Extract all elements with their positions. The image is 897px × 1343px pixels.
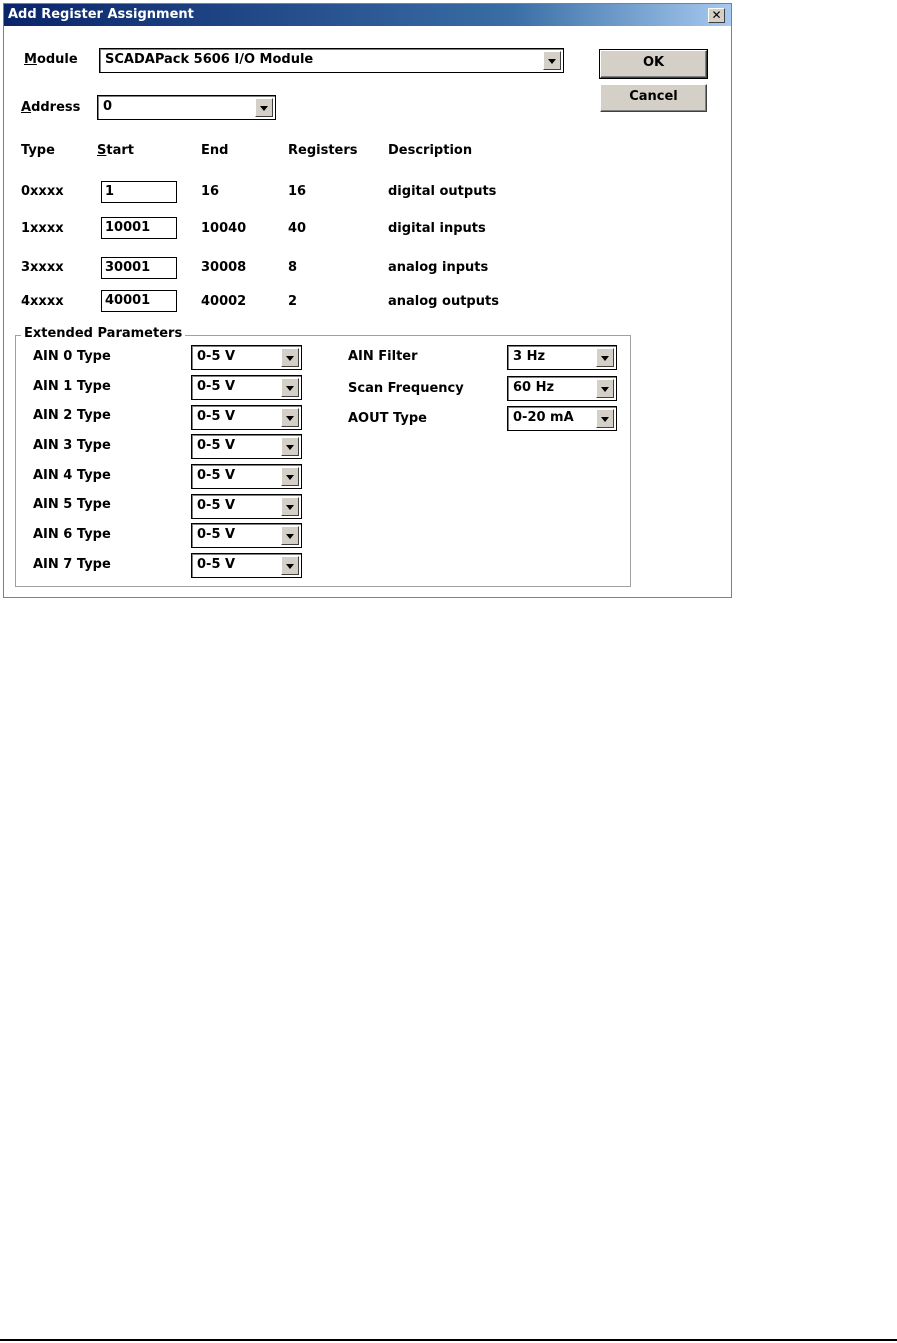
row-end: 16 — [201, 184, 220, 199]
address-label-rest: ddress — [31, 100, 81, 115]
row-registers: 8 — [288, 260, 298, 275]
ain-type-label: AIN 1 Type — [33, 379, 111, 394]
chevron-down-icon[interactable] — [281, 556, 299, 575]
start-input[interactable]: 30001 — [101, 257, 177, 279]
address-label: Address — [21, 100, 81, 115]
chevron-down-icon[interactable] — [543, 51, 561, 70]
ain-filter-select[interactable] — [507, 345, 617, 370]
header-registers: Registers — [288, 143, 358, 158]
ain-filter-label: AIN Filter — [348, 349, 418, 364]
ain-type-label: AIN 5 Type — [33, 497, 111, 512]
address-select-value: 0 — [103, 99, 113, 114]
header-type: Type — [21, 143, 55, 158]
ain-type-value: 0-5 V — [197, 349, 236, 364]
ain-type-label: AIN 3 Type — [33, 438, 111, 453]
row-registers: 40 — [288, 221, 307, 236]
page-bottom-rule — [0, 1339, 897, 1341]
address-select[interactable] — [97, 95, 276, 120]
ain-type-label: AIN 4 Type — [33, 468, 111, 483]
ain-filter-value: 3 Hz — [513, 349, 546, 364]
ain-type-label: AIN 6 Type — [33, 527, 111, 542]
ain-type-value: 0-5 V — [197, 468, 236, 483]
ain-type-select[interactable] — [191, 464, 302, 489]
chevron-down-icon[interactable] — [281, 348, 299, 367]
row-description: digital outputs — [388, 184, 497, 199]
ain-type-select[interactable] — [191, 405, 302, 430]
ain-type-select[interactable] — [191, 553, 302, 578]
ain-type-value: 0-5 V — [197, 379, 236, 394]
close-icon[interactable]: ✕ — [708, 8, 725, 23]
ain-type-value: 0-5 V — [197, 498, 236, 513]
cancel-button[interactable]: Cancel — [600, 84, 707, 112]
row-type: 3xxxx — [21, 260, 64, 275]
ok-button[interactable]: OK — [600, 50, 707, 78]
header-start: Start — [97, 143, 134, 158]
scan-frequency-select[interactable] — [507, 376, 617, 401]
chevron-down-icon[interactable] — [281, 497, 299, 516]
ain-type-label: AIN 0 Type — [33, 349, 111, 364]
ain-type-value: 0-5 V — [197, 409, 236, 424]
chevron-down-icon[interactable] — [281, 378, 299, 397]
ain-type-select[interactable] — [191, 434, 302, 459]
module-select-value: SCADAPack 5606 I/O Module — [105, 52, 314, 67]
add-register-assignment-dialog — [3, 3, 732, 598]
row-type: 4xxxx — [21, 294, 64, 309]
ain-type-value: 0-5 V — [197, 438, 236, 453]
dialog-title: Add Register Assignment — [8, 7, 194, 22]
row-description: analog outputs — [388, 294, 499, 309]
aout-type-select[interactable] — [507, 406, 617, 431]
ain-type-label: AIN 7 Type — [33, 557, 111, 572]
header-start-rest: tart — [106, 143, 134, 158]
chevron-down-icon[interactable] — [281, 437, 299, 456]
row-type: 1xxxx — [21, 221, 64, 236]
row-end: 40002 — [201, 294, 247, 309]
chevron-down-icon[interactable] — [596, 379, 614, 398]
chevron-down-icon[interactable] — [281, 526, 299, 545]
header-description: Description — [388, 143, 473, 158]
module-label: Module — [24, 52, 78, 67]
chevron-down-icon[interactable] — [281, 467, 299, 486]
ain-type-select[interactable] — [191, 345, 302, 370]
extended-parameters-title: Extended Parameters — [21, 326, 185, 341]
module-label-rest: odule — [36, 52, 78, 67]
row-registers: 16 — [288, 184, 307, 199]
aout-type-label: AOUT Type — [348, 411, 427, 426]
start-input[interactable]: 10001 — [101, 217, 177, 239]
ain-type-select[interactable] — [191, 375, 302, 400]
row-type: 0xxxx — [21, 184, 64, 199]
chevron-down-icon[interactable] — [281, 408, 299, 427]
module-select[interactable] — [99, 48, 564, 73]
start-input[interactable]: 40001 — [101, 290, 177, 312]
extended-parameters-group — [15, 335, 631, 587]
row-registers: 2 — [288, 294, 298, 309]
scan-frequency-value: 60 Hz — [513, 380, 555, 395]
row-end: 30008 — [201, 260, 247, 275]
row-description: digital inputs — [388, 221, 486, 236]
chevron-down-icon[interactable] — [255, 98, 273, 117]
ain-type-value: 0-5 V — [197, 527, 236, 542]
row-end: 10040 — [201, 221, 247, 236]
chevron-down-icon[interactable] — [596, 409, 614, 428]
aout-type-value: 0-20 mA — [513, 410, 574, 425]
chevron-down-icon[interactable] — [596, 348, 614, 367]
row-description: analog inputs — [388, 260, 489, 275]
ain-type-value: 0-5 V — [197, 557, 236, 572]
dialog-titlebar — [4, 4, 731, 26]
ain-type-select[interactable] — [191, 523, 302, 548]
ain-type-select[interactable] — [191, 494, 302, 519]
header-end: End — [201, 143, 229, 158]
ain-type-label: AIN 2 Type — [33, 408, 111, 423]
scan-frequency-label: Scan Frequency — [348, 381, 464, 396]
start-input[interactable]: 1 — [101, 181, 177, 203]
